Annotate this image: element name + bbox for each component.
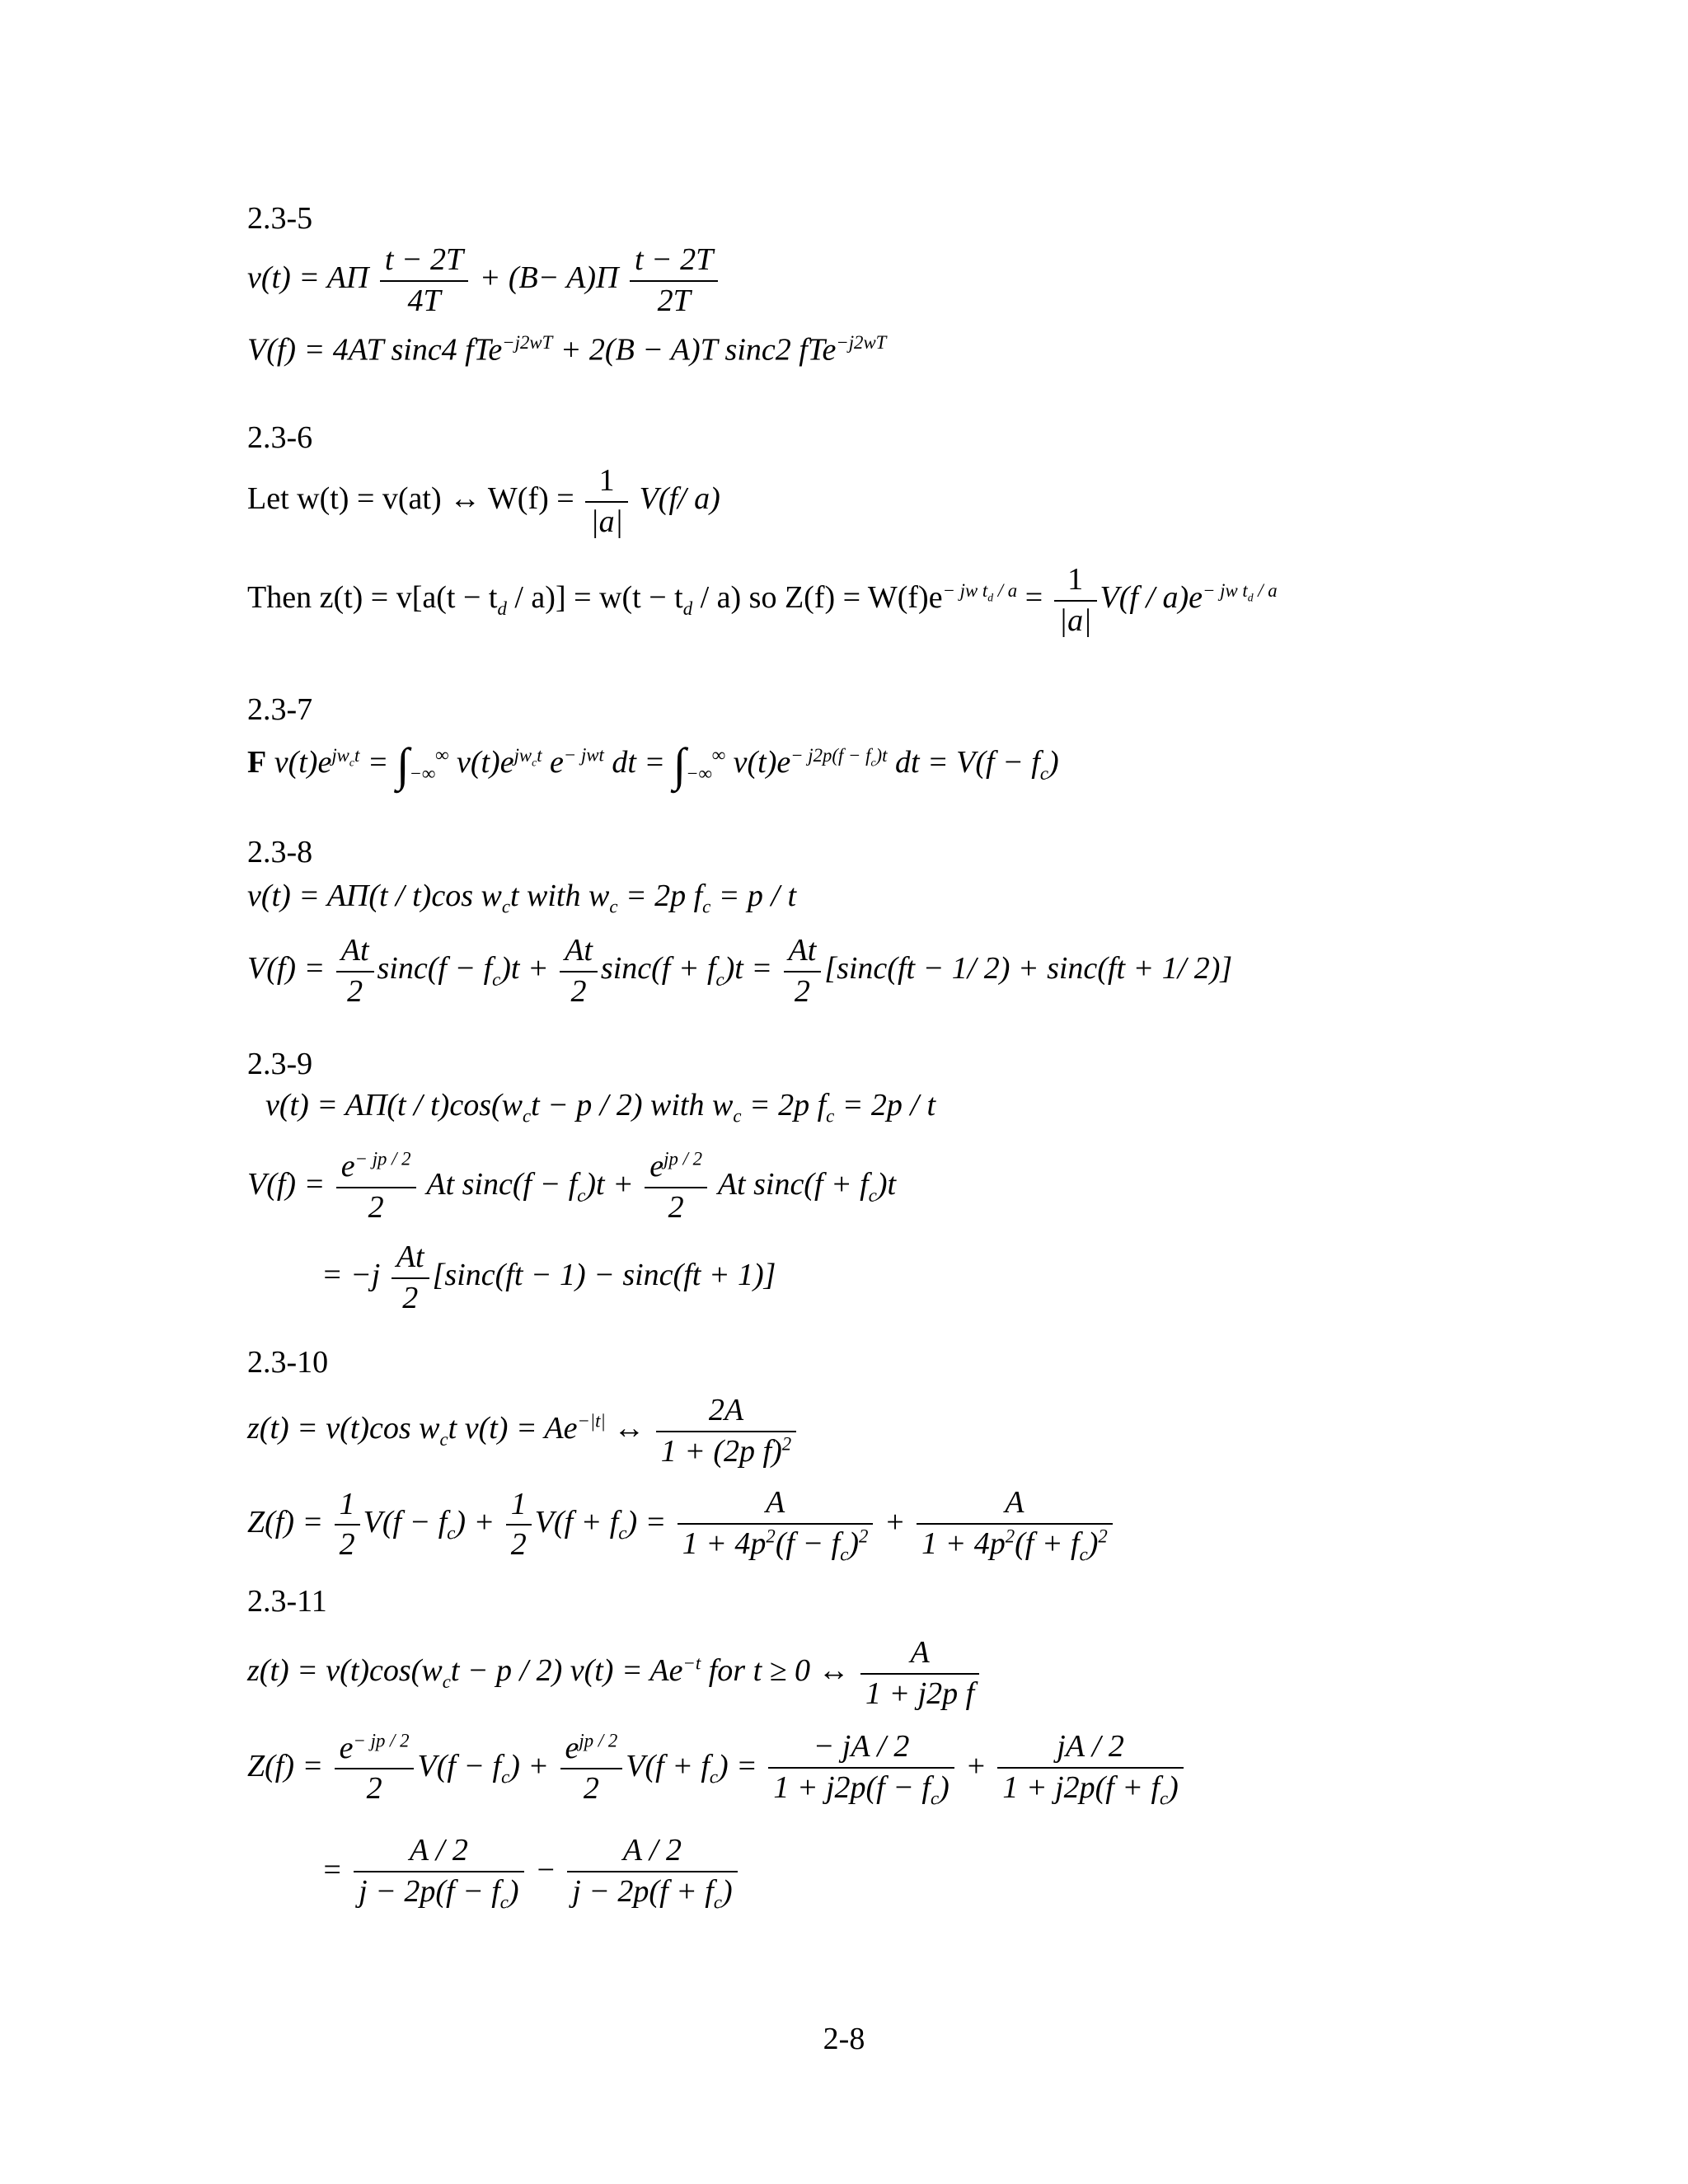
eq-text: 1 + j2p(f − f [773, 1769, 931, 1805]
eq-text: + (B− A)Π [479, 260, 619, 296]
fraction-denominator [354, 1872, 523, 1915]
eq-subscript: c [499, 1891, 509, 1913]
eq-text: ) [1168, 1769, 1179, 1805]
eq-text: / a) so Z(f) = W(f)e [692, 580, 943, 616]
eq-superscript: −j2wT [836, 332, 887, 353]
eq-text: = [359, 745, 396, 780]
eq-text: e [565, 1730, 579, 1765]
eq-text: (f + f [1015, 1526, 1080, 1561]
fraction-numerator: At [560, 931, 598, 972]
fraction-denominator: 2 [583, 1771, 599, 1807]
eq-text: (f − f [775, 1526, 841, 1561]
fraction-numerator: 1 [1054, 560, 1097, 602]
eq-text: )t + [585, 1167, 642, 1202]
fraction [354, 1831, 523, 1915]
eq-text: V(f − f [363, 1505, 448, 1540]
fraction-denominator: |a| [1058, 602, 1092, 638]
eq-text: e [542, 745, 564, 780]
fraction [506, 1485, 532, 1565]
equation-line [247, 739, 1059, 791]
eq-text: v(t)e [266, 745, 332, 780]
eq-subscript: c [826, 1105, 835, 1127]
eq-text: At sinc(f − f [419, 1167, 578, 1202]
eq-superscript: 2 [766, 1525, 776, 1546]
equation-line [247, 1727, 1187, 1811]
fraction-numerator: A / 2 [354, 1831, 523, 1872]
eq-text: ) + [509, 1749, 557, 1784]
eq-text: z(t) = v(t)cos(w [247, 1653, 443, 1689]
eq-subscript: c [870, 756, 876, 769]
eq-text: ) [721, 1873, 733, 1909]
fraction [380, 241, 468, 321]
fraction-denominator: 2 [347, 973, 363, 1009]
fraction-numerator: 2A [656, 1391, 796, 1432]
fraction-numerator: At [784, 931, 822, 972]
eq-text: = −j [321, 1258, 381, 1293]
eq-text: − [527, 1853, 565, 1888]
eq-text: [sinc(ft − 1/ 2) + sinc(ft + 1/ 2)] [824, 951, 1233, 987]
fraction-numerator: A [860, 1633, 979, 1675]
eq-text: + [876, 1505, 914, 1540]
eq-text: z(t) = v(t)cos w [247, 1411, 440, 1446]
eq-superscript: jp / 2 [663, 1148, 703, 1169]
fraction-denominator: 4T [407, 283, 441, 318]
fraction-denominator: 1 + j2p f [865, 1675, 975, 1711]
fraction [917, 1483, 1113, 1567]
eq-text: + [957, 1749, 995, 1784]
equation-line [247, 462, 720, 541]
fraction [656, 1391, 796, 1471]
eq-text: V(f − f [417, 1749, 502, 1784]
eq-subscript: c [532, 756, 537, 769]
eq-text: v(t) = AΠ(t / t)cos(w [265, 1088, 523, 1122]
fraction-numerator [645, 1147, 707, 1188]
fraction-denominator [678, 1525, 874, 1567]
eq-text: V(f + f [534, 1505, 619, 1540]
eq-superscript [513, 744, 542, 769]
eq-text: V(f + f [626, 1749, 710, 1784]
fraction [997, 1727, 1183, 1811]
eq-text: ↔ [605, 1411, 653, 1446]
eq-text: ) [848, 1526, 860, 1561]
eq-superscript: −|t| [577, 1410, 606, 1432]
fraction-denominator: 2 [570, 973, 587, 1009]
eq-text: t [537, 744, 542, 766]
eq-text: 1 + 4p [682, 1526, 767, 1561]
section-heading: 2.3-7 [247, 692, 313, 727]
section-heading: 2.3-8 [247, 835, 313, 869]
eq-text: = 2p f [741, 1088, 827, 1122]
fraction [585, 462, 628, 541]
eq-subscript: c [442, 1671, 451, 1692]
fraction [860, 1633, 979, 1713]
fraction-numerator: 1 [335, 1485, 360, 1526]
integral-sign: ∫ [396, 739, 410, 791]
eq-text: v(t) = AΠ [247, 260, 369, 296]
fraction [336, 931, 374, 1011]
eq-superscript: −t [682, 1652, 701, 1674]
eq-subscript: c [1079, 1544, 1088, 1565]
eq-subscript: c [501, 896, 510, 917]
integral-lower: −∞ [686, 762, 712, 784]
eq-text: sinc(f + f [600, 951, 716, 987]
eq-superscript [1203, 579, 1278, 604]
eq-superscript [942, 579, 1018, 604]
fraction [335, 1485, 360, 1565]
fraction [560, 931, 598, 1011]
eq-text: V(f / a)e [1100, 580, 1203, 616]
eq-superscript: jp / 2 [579, 1730, 618, 1751]
eq-text: = 2p f [617, 879, 703, 913]
eq-text: j − 2p(f + f [572, 1873, 714, 1909]
fraction-numerator [335, 1729, 415, 1770]
fraction-denominator [768, 1769, 954, 1811]
fraction [335, 1729, 415, 1809]
equation-line [265, 1090, 935, 1126]
equation-line [247, 241, 721, 321]
equation-line [247, 880, 796, 916]
eq-subscript: c [840, 1544, 849, 1565]
fraction [678, 1483, 874, 1567]
integral-upper: ∞ [711, 744, 726, 766]
eq-text: 1 + (2p f) [660, 1433, 782, 1469]
eq-text: v(t) = AΠ(t / t)cos w [247, 879, 502, 913]
eq-text: t − p / 2) v(t) = Ae [450, 1653, 683, 1689]
fraction-numerator: At [392, 1238, 429, 1279]
fraction-numerator: 1 [585, 462, 628, 503]
eq-text: Z(f) = [247, 1505, 331, 1540]
eq-text: = [1017, 580, 1051, 616]
eq-text: ) + [455, 1505, 503, 1540]
integral-lower: −∞ [409, 762, 436, 784]
fraction-denominator: 2 [402, 1280, 419, 1315]
fraction [567, 1831, 737, 1915]
eq-subscript: c [733, 1105, 742, 1127]
eq-subscript: c [618, 1522, 627, 1544]
eq-text: sinc(f − f [377, 951, 493, 987]
eq-text: / a)] = w(t − t [506, 580, 683, 616]
fraction-numerator: t − 2T [630, 241, 718, 282]
eq-text: = p / t [710, 879, 797, 913]
eq-superscript: 2 [781, 1432, 792, 1454]
eq-text: )t [876, 1167, 897, 1202]
eq-text: ) [1048, 745, 1059, 780]
eq-text: t v(t) = Ae [448, 1411, 578, 1446]
eq-text: ) = [718, 1749, 766, 1784]
fraction-denominator: 2 [368, 1189, 384, 1225]
eq-text: )t + [500, 951, 557, 987]
section-heading: 2.3-10 [247, 1345, 329, 1380]
fraction-numerator: A [917, 1483, 1113, 1525]
eq-text: + 2(B − A)T sinc2 fTe [552, 332, 837, 368]
eq-text: − j2p(f − f [790, 744, 871, 766]
fraction-numerator: At [336, 931, 374, 972]
fraction [560, 1729, 623, 1809]
section-heading: 2.3-9 [247, 1047, 313, 1081]
fraction-numerator [336, 1147, 416, 1188]
fraction-denominator [567, 1872, 737, 1915]
fraction-denominator: 2 [668, 1189, 684, 1225]
fraction-denominator [997, 1769, 1183, 1811]
fraction-denominator [917, 1525, 1113, 1567]
fraction-numerator: t − 2T [380, 241, 468, 282]
eq-text: ) [939, 1769, 950, 1805]
fraction-numerator: jA / 2 [997, 1727, 1183, 1769]
fraction [645, 1147, 707, 1227]
eq-text: / a [1253, 579, 1278, 601]
equation-line [247, 1633, 982, 1713]
eq-text: for t ≥ 0 ↔ [701, 1653, 857, 1689]
eq-text: e [649, 1149, 664, 1183]
eq-text: )t = [724, 951, 781, 987]
eq-text: [sinc(ft − 1) − sinc(ft + 1)] [432, 1258, 776, 1293]
eq-text: dt = [603, 745, 673, 780]
eq-superscript [331, 744, 360, 769]
eq-subscript: c [447, 1522, 456, 1544]
eq-subscript: d [987, 591, 994, 604]
eq-text: v(t)e [448, 745, 514, 780]
eq-subscript: c [522, 1105, 532, 1127]
eq-superscript: − jp / 2 [353, 1730, 410, 1751]
page-number: 2-8 [823, 2022, 865, 2056]
eq-subscript: c [492, 968, 501, 990]
equation-line [247, 334, 886, 366]
eq-text: e [339, 1730, 354, 1765]
eq-subscript: d [497, 598, 507, 619]
eq-text: ) = [626, 1505, 674, 1540]
equation-line [321, 1238, 776, 1318]
eq-text: )t [875, 744, 888, 766]
eq-superscript: 2 [1098, 1525, 1108, 1546]
fraction-denominator: 2 [366, 1771, 382, 1807]
eq-subscript: c [702, 896, 711, 917]
eq-text: − jw t [1203, 579, 1248, 601]
equation-line [247, 931, 1232, 1011]
equation-line [247, 1391, 799, 1471]
fraction [392, 1238, 429, 1318]
eq-superscript: − jwt [563, 744, 604, 766]
eq-text: = [321, 1853, 351, 1888]
eq-text: / a [993, 579, 1018, 601]
fraction-numerator [560, 1729, 623, 1770]
eq-subscript: c [349, 756, 354, 769]
eq-text: 1 + 4p [921, 1526, 1006, 1561]
eq-subscript: c [577, 1184, 586, 1206]
eq-text: t − p / 2) with w [531, 1088, 734, 1122]
eq-subscript: c [868, 1184, 877, 1206]
eq-text: V(f/ a) [639, 481, 720, 517]
section-heading: 2.3-5 [247, 201, 313, 236]
eq-text: V(f) = [247, 1167, 333, 1202]
eq-text: jw [331, 744, 349, 766]
fraction-denominator: |a| [590, 504, 624, 539]
fraction-numerator: − jA / 2 [768, 1727, 954, 1769]
eq-subscript: d [682, 598, 693, 619]
eq-subscript: c [439, 1428, 448, 1450]
eq-subscript: c [713, 1891, 722, 1913]
fraction [1054, 560, 1097, 640]
integral-upper: ∞ [435, 744, 449, 766]
fraction-denominator: 2 [339, 1527, 355, 1563]
eq-superscript: −j2wT [502, 332, 553, 353]
section-heading: 2.3-11 [247, 1584, 327, 1619]
eq-superscript: 2 [859, 1525, 869, 1546]
eq-text: v(t)e [725, 745, 791, 780]
fraction-denominator: 2 [794, 973, 810, 1009]
fraction-numerator: A [678, 1483, 874, 1525]
eq-superscript: − jp / 2 [354, 1148, 411, 1169]
eq-subscript: c [1039, 762, 1048, 784]
eq-text: Z(f) = [247, 1749, 331, 1784]
fraction-numerator: A / 2 [567, 1831, 737, 1872]
eq-text: t [354, 744, 360, 766]
fraction-denominator: 2 [510, 1527, 527, 1563]
eq-subscript: d [1247, 591, 1254, 604]
eq-text: e [340, 1149, 355, 1183]
eq-text: dt = V(f − f [887, 745, 1040, 780]
eq-text: j − 2p(f − f [359, 1873, 500, 1909]
equation-line [247, 1483, 1116, 1567]
eq-text: jw [513, 744, 532, 766]
equation-line [247, 1147, 896, 1227]
eq-subscript: c [930, 1788, 940, 1809]
fraction-numerator: 1 [506, 1485, 532, 1526]
eq-text: V(f) = [247, 951, 333, 987]
eq-superscript [790, 744, 888, 769]
eq-subscript: c [709, 1766, 719, 1788]
equation-line [321, 1831, 741, 1915]
eq-subscript: c [1160, 1788, 1169, 1809]
eq-superscript: 2 [1005, 1525, 1015, 1546]
eq-text: ) [1087, 1526, 1099, 1561]
eq-text: 1 + j2p(f + f [1002, 1769, 1160, 1805]
eq-text: At sinc(f + f [710, 1167, 869, 1202]
fraction-denominator [656, 1432, 796, 1472]
fraction [630, 241, 718, 321]
integral-sign: ∫ [673, 739, 687, 791]
section-heading: 2.3-6 [247, 420, 313, 455]
eq-text: − jw t [942, 579, 988, 601]
eq-text: t with w [509, 879, 610, 913]
eq-text: Let w(t) = v(at) ↔ W(f) = [247, 481, 583, 517]
fraction [336, 1147, 416, 1227]
fraction-denominator: 2T [657, 283, 691, 318]
eq-subscript: c [609, 896, 618, 917]
eq-subscript: c [501, 1766, 510, 1788]
fraction [784, 931, 822, 1011]
eq-text: = 2p / t [834, 1088, 936, 1122]
eq-subscript: c [715, 968, 724, 990]
equation-line [247, 560, 1278, 640]
eq-text: Then z(t) = v[a(t − t [247, 580, 498, 616]
fourier-operator: F [247, 745, 267, 780]
fraction [768, 1727, 954, 1811]
eq-text: ) [508, 1873, 519, 1909]
eq-text: V(f) = 4AT sinc4 fTe [247, 332, 503, 368]
